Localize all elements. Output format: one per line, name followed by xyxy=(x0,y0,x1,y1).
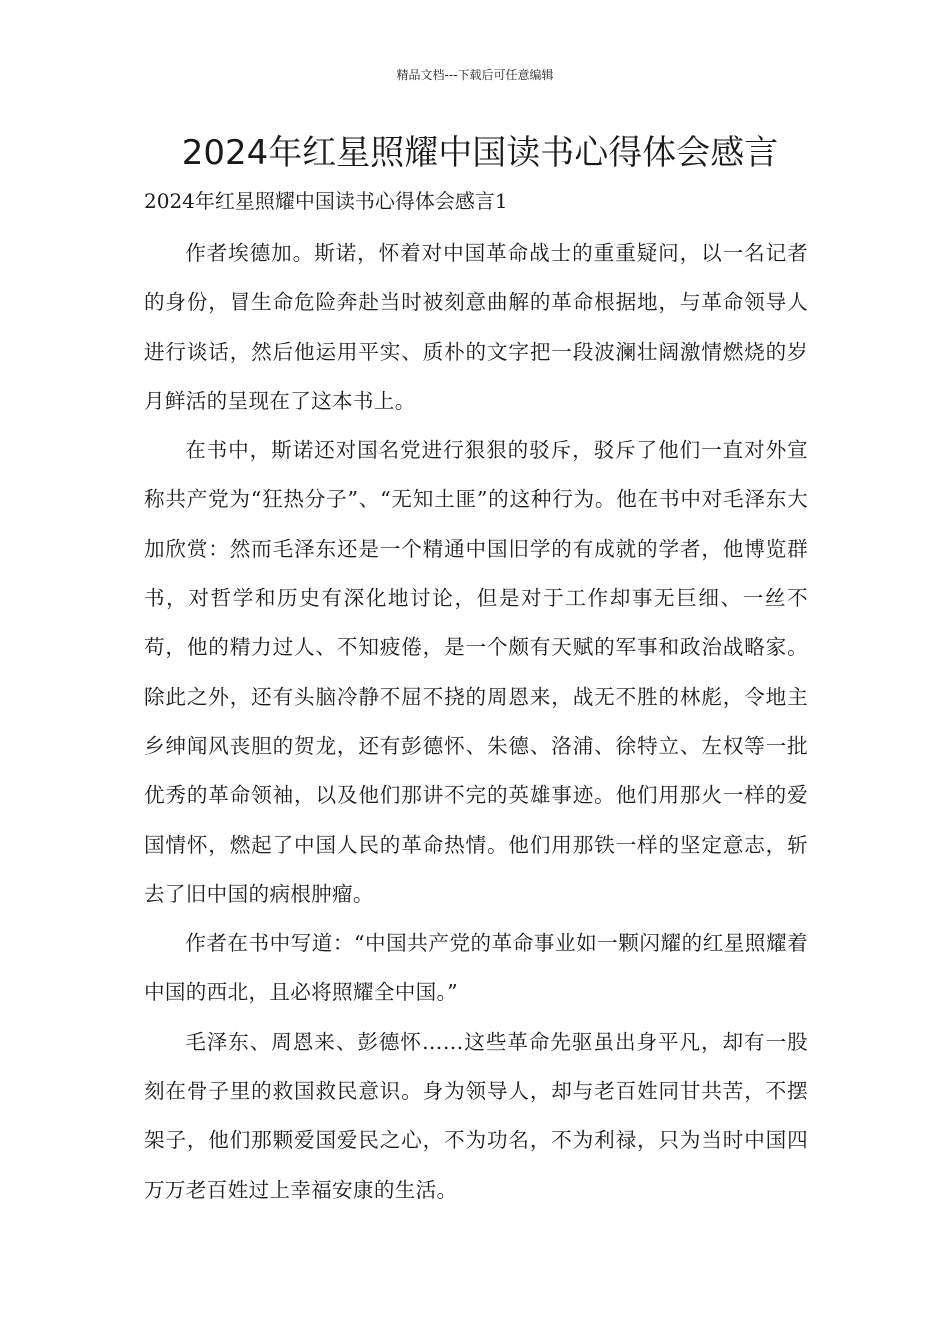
body-paragraph: 作者埃德加。斯诺，怀着对中国革命战士的重重疑问，以一名记者的身份，冒生命危险奔赴当时被刻意曲解的革命根据地，与革命领导人进行谈话，然后他运用平实、质朴的文字把一段波澜壮阔激情燃烧的岁月鲜活的呈现在了这本书上。 xyxy=(144,241,808,413)
body-paragraph: 作者在书中写道：“中国共产党的革命事业如一颗闪耀的红星照耀着中国的西北，且必将照耀全中国。” xyxy=(144,931,808,1005)
header-note: 精品文档---下载后可任意编辑 xyxy=(396,68,554,82)
document-title: 2024年红星照耀中国读书心得体会感言 xyxy=(181,133,779,173)
section-subtitle: 2024年红星照耀中国读书心得体会感言1 xyxy=(144,189,508,213)
document-body xyxy=(144,229,808,1215)
body-paragraph: 在书中，斯诺还对国名党进行狠狠的驳斥，驳斥了他们一直对外宣称共产党为“狂热分子”、“无知土匪”的这种行为。他在书中对毛泽东大加欣赏：然而毛泽东还是一个精通中国旧学的有成就的学者，他博览群书，对哲学和历史有深化地讨论，但是对于工作却事无巨细、一丝不苟，他的精力过人、不知疲倦，是一个颇有天赋的军事和政治战略家。除此之外，还有头脑冷静不屈不挠的周恩来，战无不胜的林彪，令地主乡绅闻风丧胆的贺龙，还有彭德怀、朱德、洛浦、徐特立、左权等一批优秀的革命领袖，以及他们那讲不完的英雄事迹。他们用那火一样的爱国情怀，燃起了中国人民的革命热情。他们用那铁一样的坚定意志，斩去了旧中国的病根肿瘤。 xyxy=(144,438,808,906)
body-paragraph: 毛泽东、周恩来、彭德怀……这些革命先驱虽出身平凡，却有一股刻在骨子里的救国救民意识。身为领导人，却与老百姓同甘共苦，不摆架子，他们那颗爱国爱民之心，不为功名，不为利禄，只为当时中国四万万老百姓过上幸福安康的生活。 xyxy=(144,1029,808,1202)
